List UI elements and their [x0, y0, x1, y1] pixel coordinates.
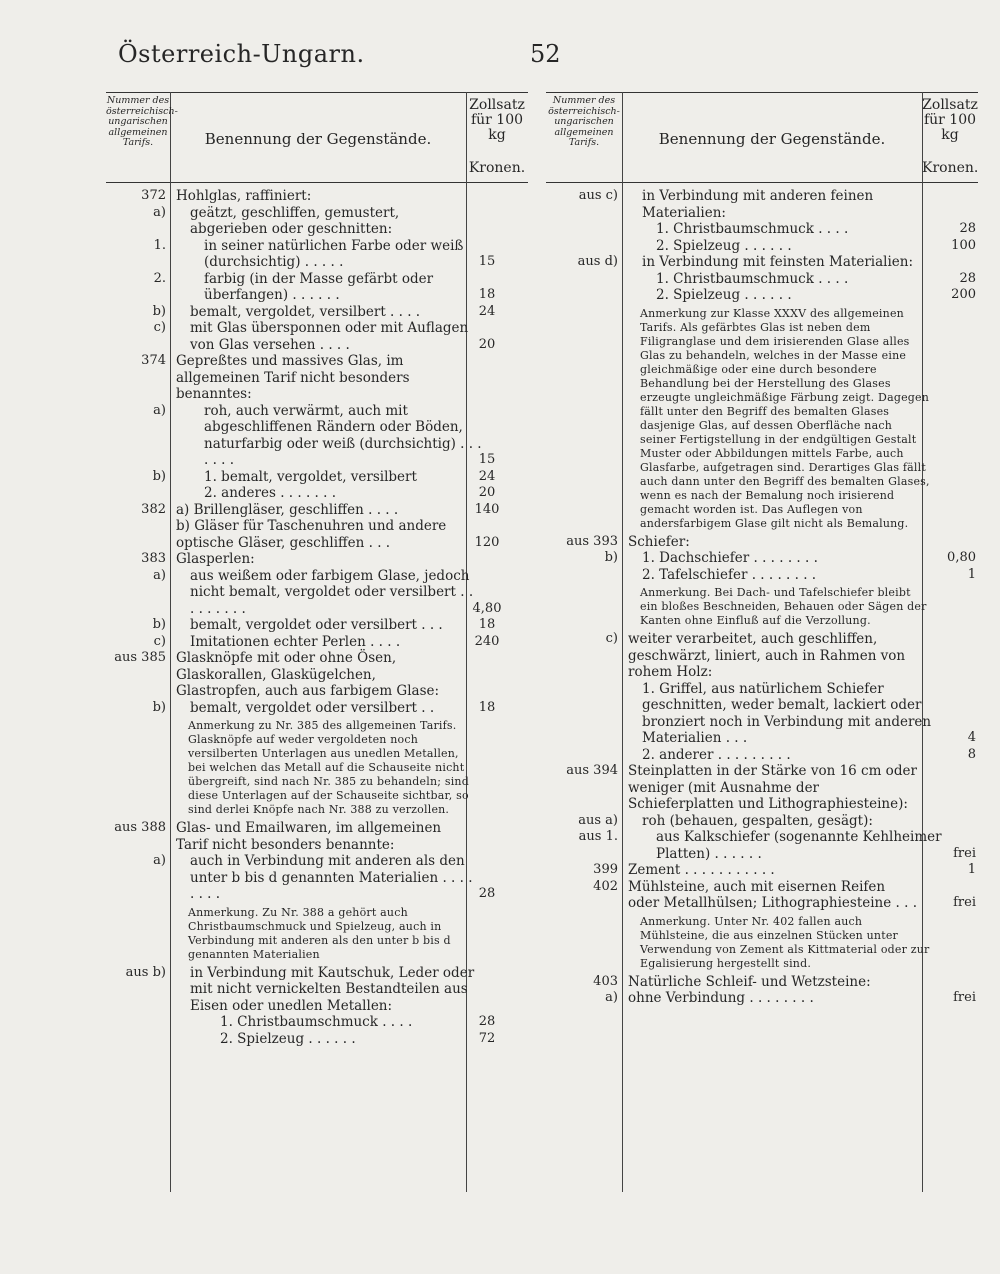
note-row [546, 912, 978, 974]
table-top-rule [546, 92, 978, 93]
item-description: geätzt, geschliffen, gemustert, abgerieben oder geschnitten: [190, 204, 400, 237]
table-row [106, 568, 528, 618]
table-row [106, 205, 528, 238]
item-description: Natürliche Schleif- und Wetzsteine: [628, 973, 871, 990]
tariff-number: aus c) [578, 188, 618, 203]
duty-rate: 120 [474, 534, 500, 550]
item-description: 2. Spielzeug . . . . . . [220, 1030, 356, 1047]
tariff-number: 374 [141, 353, 166, 368]
table-row [106, 551, 528, 568]
duty-rate: 200 [951, 287, 976, 302]
duty-rate: 18 [478, 287, 496, 302]
duty-rate: 4,80 [472, 600, 502, 616]
tariff-number: a) [153, 567, 166, 583]
header-description-column: Benennung der Gegenstände. [204, 130, 432, 148]
tariff-number: aus 393 [566, 533, 618, 549]
duty-rate: 0,80 [947, 550, 976, 565]
tariff-number: aus a) [578, 812, 618, 828]
duty-rate: frei [953, 895, 976, 910]
header-number-column: Nummer des österreichisch-ungarischen allgemeinen Tarifs. [548, 95, 620, 148]
page-country-title: Österreich-Ungarn. [118, 40, 365, 68]
table-row [546, 254, 978, 271]
item-description: 2. anderes . . . . . . . [204, 485, 336, 501]
duty-rate: 1 [967, 862, 976, 877]
duty-rate: 1 [967, 566, 976, 582]
table-row [106, 502, 528, 519]
item-description: mit Glas übersponnen oder mit Auflagen von Glas versehen . . . . [190, 320, 469, 353]
table-row [106, 518, 528, 551]
header-description-column: Benennung der Gegenstände. [658, 130, 886, 148]
tariff-number: b) [152, 468, 166, 484]
page-header [118, 40, 918, 76]
item-description: Gepreßtes und massives Glas, im allgemeinen Tarif nicht besonders benanntes: [176, 353, 410, 402]
item-description: 1. bemalt, vergoldet, versilbert [204, 468, 417, 485]
item-description: Glasperlen: [176, 551, 255, 567]
tariff-number: 383 [141, 551, 166, 566]
tariff-number: 372 [141, 188, 166, 203]
item-description: roh, auch verwärmt, auch mit abgeschliffenen Rändern oder Böden, naturfarbig oder weiß (durchsichtig) . . . . . . . [204, 402, 482, 468]
table-row [546, 631, 978, 681]
tariff-number: 402 [593, 878, 618, 894]
table-row [106, 965, 528, 1015]
note-row [546, 304, 978, 534]
duty-rate: 72 [478, 1030, 496, 1046]
table-row [106, 485, 528, 502]
item-description: Glas- und Emailwaren, im allgemeinen Tarif nicht besonders benannte: [176, 820, 442, 853]
table-row [546, 188, 978, 221]
table-row [546, 567, 978, 584]
item-description: 1. Christbaumschmuck . . . . [656, 221, 849, 237]
tariff-number: c) [153, 320, 166, 335]
table-row [106, 700, 528, 717]
item-description: a) Brillengläser, geschliffen . . . . [176, 501, 399, 518]
duty-rate: 20 [478, 336, 496, 352]
item-description: in seiner natürlichen Farbe oder weiß (durchsichtig) . . . . . [204, 237, 464, 270]
duty-rate: 8 [967, 746, 976, 762]
tariff-number: aus b) [125, 964, 166, 980]
item-description: Zement . . . . . . . . . . . [628, 862, 775, 878]
table-row [106, 403, 528, 469]
table-row [106, 634, 528, 651]
table-row [106, 650, 528, 700]
header-unit-column: Kronen. [922, 160, 979, 176]
header-rate-column: Zollsatz für 100 kg [922, 97, 978, 143]
tariff-number: aus 1. [578, 829, 618, 844]
table-row [106, 1031, 528, 1048]
right-table-body [546, 188, 978, 1007]
duty-rate: 20 [478, 485, 496, 500]
table-row [546, 681, 978, 747]
tariff-number: 2. [153, 270, 166, 286]
item-description: ohne Verbindung . . . . . . . . [628, 990, 814, 1006]
duty-rate: 28 [478, 1014, 496, 1029]
item-description: 1. Christbaumschmuck . . . . [220, 1014, 413, 1030]
tariff-number: a) [153, 853, 166, 868]
tariff-number: aus d) [577, 254, 618, 269]
table-row [546, 271, 978, 288]
item-description: b) Gläser für Taschenuhren und andere optische Gläser, geschliffen . . . [176, 518, 447, 551]
table-row [106, 320, 528, 353]
table-row [106, 820, 528, 853]
duty-rate: 18 [478, 699, 496, 715]
tariff-number: aus 385 [114, 650, 166, 665]
item-description: Hohlglas, raffiniert: [176, 188, 312, 204]
tariff-number: aus 388 [114, 820, 166, 835]
tariff-number: 382 [141, 501, 166, 517]
tariff-number: 1. [153, 237, 166, 253]
table-row [106, 304, 528, 321]
duty-rate: 100 [951, 237, 976, 253]
duty-rate: 24 [478, 468, 496, 484]
table-row [546, 287, 978, 304]
duty-rate: 28 [959, 221, 976, 236]
tariff-number: 399 [593, 862, 618, 877]
table-row [546, 763, 978, 813]
table-row [546, 747, 978, 764]
item-description: Imitationen echter Perlen . . . . [190, 633, 401, 650]
table-row [106, 853, 528, 903]
left-tariff-table [106, 92, 528, 1192]
header-rate-column: Zollsatz für 100 kg [469, 97, 525, 143]
header-unit-column: Kronen. [468, 160, 526, 176]
table-row [106, 617, 528, 634]
note-text: Anmerkung. Bei Dach- und Tafelschiefer bleibt ein bloßes Beschneiden, Behauen oder Sägen der Kanten ohne Einfluß auf die Verzollung. [640, 586, 927, 627]
table-row [546, 534, 978, 551]
item-description: Mühlsteine, auch mit eisernen Reifen oder Metallhülsen; Lithographiesteine . . . [628, 878, 917, 911]
tariff-number: a) [605, 990, 618, 1005]
item-description: Schiefer: [628, 533, 690, 550]
item-description: 1. Griffel, aus natürlichem Schiefer geschnitten, weder bemalt, lackiert oder bronziert noch in Verbindung mit anderen Materialien . . . [642, 680, 932, 746]
table-row [106, 271, 528, 304]
item-description: weiter verarbeitet, auch geschliffen, geschwärzt, liniert, auch in Rahmen von rohem Holz: [628, 631, 906, 680]
duty-rate: 4 [967, 730, 976, 745]
item-description: in Verbindung mit feinsten Materialien: [642, 254, 914, 270]
tariff-number: 403 [593, 973, 618, 989]
table-row [546, 550, 978, 567]
tariff-number: a) [153, 204, 166, 220]
item-description: aus Kalkschiefer (sogenannte Kehlheimer Platten) . . . . . . [656, 829, 942, 862]
table-row [546, 813, 978, 830]
table-row [546, 879, 978, 912]
table-row [546, 990, 978, 1007]
note-row [546, 583, 978, 631]
header-number-column: Nummer des österreichisch-ungarischen allgemeinen Tarifs. [106, 95, 178, 148]
duty-rate: 28 [478, 886, 496, 901]
item-description: 1. Christbaumschmuck . . . . [656, 270, 849, 287]
item-description: 2. Tafelschiefer . . . . . . . . [642, 566, 817, 583]
tariff-number: b) [604, 550, 618, 565]
note-text: Anmerkung zur Klasse XXXV des allgemeinen Tarifs. Als gefärbtes Glas ist neben dem Filigranglase und dem irisierenden Glase alles Glas zu behandeln, welches in der Masse eine gleichmäßige oder eine durch besondere Behandlung bei der Herstellung des Glases erzeugte ungleichmäßige Färbung zeigt. Dagegen fällt unter den Begriff des bemalten Glases dasjenige Glas, auf dessen Oberfläche nach seiner Fertigstellung in der endgültigen Gestalt Muster oder Abbildungen mittels Farbe, auch Glasfarbe, aufgetragen sind. Derartiges Glas fällt auch dann unter den Begriff des bemalten Glases, wenn es nach der Bemalung noch irisierend gemacht worden ist. Das Auflegen von andersfarbigem Glase gilt nicht als Bemalung. [640, 306, 930, 530]
note-row [106, 716, 528, 820]
table-row [106, 1014, 528, 1031]
tariff-number: b) [152, 303, 166, 319]
item-description: bemalt, vergoldet oder versilbert . . [190, 699, 435, 716]
tariff-number: aus 394 [566, 763, 618, 778]
item-description: Glasknöpfe mit oder ohne Ösen, Glaskorallen, Glaskügelchen, Glastropfen, auch aus farbigem Glase: [176, 650, 440, 699]
item-description: 2. Spielzeug . . . . . . [656, 287, 792, 303]
item-description: Steinplatten in der Stärke von 16 cm oder weniger (mit Ausnahme der Schieferplatten und Lithographiesteine): [628, 763, 917, 812]
table-row [546, 221, 978, 238]
tariff-number: c) [605, 631, 618, 646]
table-row [546, 862, 978, 879]
duty-rate: frei [953, 990, 976, 1005]
duty-rate: 140 [474, 501, 500, 517]
table-row [106, 469, 528, 486]
table-row [106, 188, 528, 205]
item-description: aus weißem oder farbigem Glase, jedoch nicht bemalt, vergoldet oder versilbert . . . . . . . . . [190, 567, 474, 617]
item-description: bemalt, vergoldet, versilbert . . . . [190, 303, 421, 320]
duty-rate: 28 [959, 270, 976, 286]
item-description: bemalt, vergoldet oder versilbert . . . [190, 617, 443, 633]
note-text: Anmerkung. Unter Nr. 402 fallen auch Mühlsteine, die aus einzelnen Stücken unter Verwendung von Zement als Kittmaterial oder zur Egalisierung hergestellt sind. [640, 914, 930, 970]
duty-rate: frei [953, 845, 976, 861]
duty-rate: 240 [474, 633, 500, 649]
note-text: Anmerkung. Zu Nr. 388 a gehört auch Christbaumschmuck und Spielzeug, auch in Verbindung mit anderen als den unter b bis d genannten Materialien [188, 905, 451, 961]
table-row [546, 238, 978, 255]
item-description: 1. Dachschiefer . . . . . . . . [642, 550, 818, 566]
item-description: 2. anderer . . . . . . . . . [642, 746, 791, 763]
item-description: roh (behauen, gespalten, gesägt): [642, 812, 873, 829]
duty-rate: 24 [478, 303, 496, 319]
duty-rate: 15 [478, 452, 496, 467]
tariff-number: b) [152, 699, 166, 715]
tariff-number: c) [153, 633, 166, 649]
item-description: in Verbindung mit Kautschuk, Leder oder mit nicht vernickelten Bestandteilen aus Eisen oder unedlen Metallen: [190, 964, 475, 1014]
item-description: 2. Spielzeug . . . . . . [656, 237, 792, 254]
item-description: in Verbindung mit anderen feinen Materialien: [642, 188, 874, 221]
note-row [106, 903, 528, 965]
table-header-rule [546, 182, 978, 183]
right-tariff-table [546, 92, 978, 1192]
duty-rate: 15 [478, 254, 496, 269]
table-row [106, 353, 528, 403]
tariff-number: a) [153, 402, 166, 418]
table-row [546, 829, 978, 862]
left-table-body [106, 188, 528, 1047]
table-row [106, 238, 528, 271]
tariff-number: b) [152, 617, 166, 632]
item-description: farbig (in der Masse gefärbt oder überfangen) . . . . . . [204, 270, 434, 303]
page-number: 52 [530, 40, 561, 68]
duty-rate: 18 [478, 617, 496, 632]
table-row [546, 974, 978, 991]
note-text: Anmerkung zu Nr. 385 des allgemeinen Tarifs. Glasknöpfe auf weder vergoldeten noch versilberten Unterlagen aus unedlen Metallen, bei welchen das Metall auf die Schauseite nicht übergreift, sind nach Nr. 385 zu behandeln; sind diese Unterlagen auf der Schauseite sichtbar, so sind derlei Knöpfe nach Nr. 388 zu verzollen. [188, 719, 469, 816]
item-description: auch in Verbindung mit anderen als den unter b bis d genannten Materialien . . . . . . . . [190, 853, 473, 902]
